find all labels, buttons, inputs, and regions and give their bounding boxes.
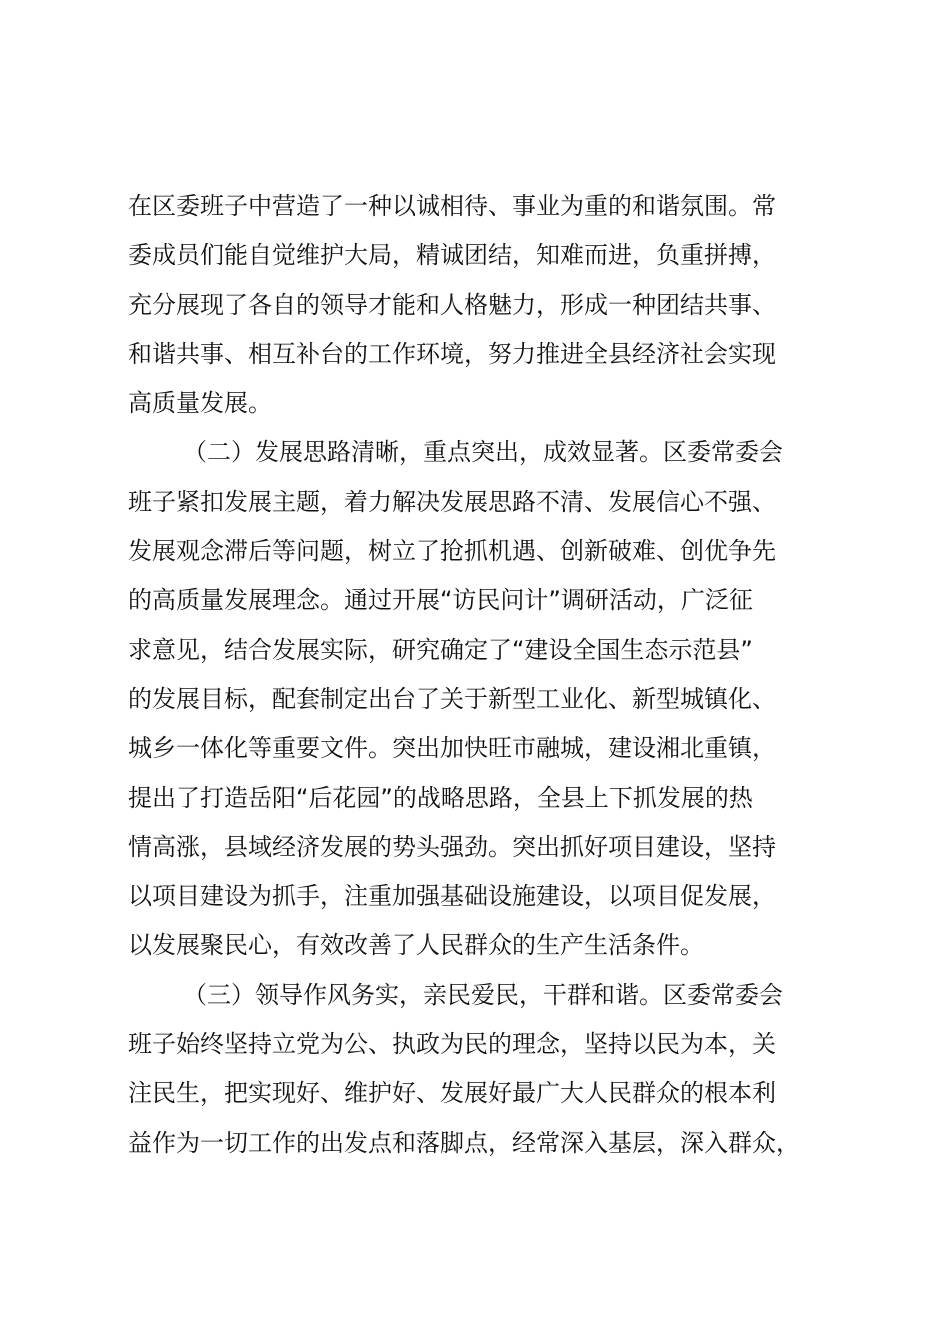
paragraph-first-line: （二）发展思路清晰，重点突出，成效显著。区委常委会 <box>183 438 783 467</box>
text-line: 注民生，把实现好、维护好、发展好最广大人民群众的根本利 <box>128 1079 776 1108</box>
text-line: 提出了打造岳阳“后花园”的战略思路，全县上下抓发展的热 <box>128 783 753 812</box>
text-line: 和谐共事、相互补台的工作环境，努力推进全县经济社会实现 <box>128 339 776 368</box>
text-line: 城乡一体化等重要文件。突出加快旺市融城，建设湘北重镇， <box>128 734 776 763</box>
body-text <box>128 182 843 1168</box>
text-line: 求意见，结合发展实际，研究确定了“建设全国生态示范县” <box>128 635 753 664</box>
text-line: 委成员们能自觉维护大局，精诚团结，知难而进，负重拼搏， <box>128 241 776 270</box>
text-line: 的高质量发展理念。通过开展“访民问计”调研活动，广泛征 <box>128 586 753 615</box>
text-line: 以发展聚民心，有效改善了人民群众的生产生活条件。 <box>128 931 704 960</box>
text-line: 情高涨，县域经济发展的势头强劲。突出抓好项目建设，坚持 <box>128 832 776 861</box>
text-line: 班子紧扣发展主题，着力解决发展思路不清、发展信心不强、 <box>128 487 776 516</box>
text-line: 充分展现了各自的领导才能和人格魅力，形成一种团结共事、 <box>128 290 776 319</box>
text-line: 发展观念滞后等问题，树立了抢抓机遇、创新破难、创优争先 <box>128 537 776 566</box>
text-line: 班子始终坚持立党为公、执政为民的理念，坚持以民为本，关 <box>128 1030 776 1059</box>
text-line: 在区委班子中营造了一种以诚相待、事业为重的和谐氛围。常 <box>128 192 776 220</box>
text-line: 益作为一切工作的出发点和落脚点，经常深入基层，深入群众， <box>128 1128 800 1157</box>
text-line: 高质量发展。 <box>128 389 272 418</box>
text-line: 的发展目标，配套制定出台了关于新型工业化、新型城镇化、 <box>128 684 776 713</box>
paragraph-first-line: （三）领导作风务实，亲民爱民，干群和谐。区委常委会 <box>183 980 783 1009</box>
text-line: 以项目建设为抓手，注重加强基础设施建设，以项目促发展， <box>128 882 776 911</box>
